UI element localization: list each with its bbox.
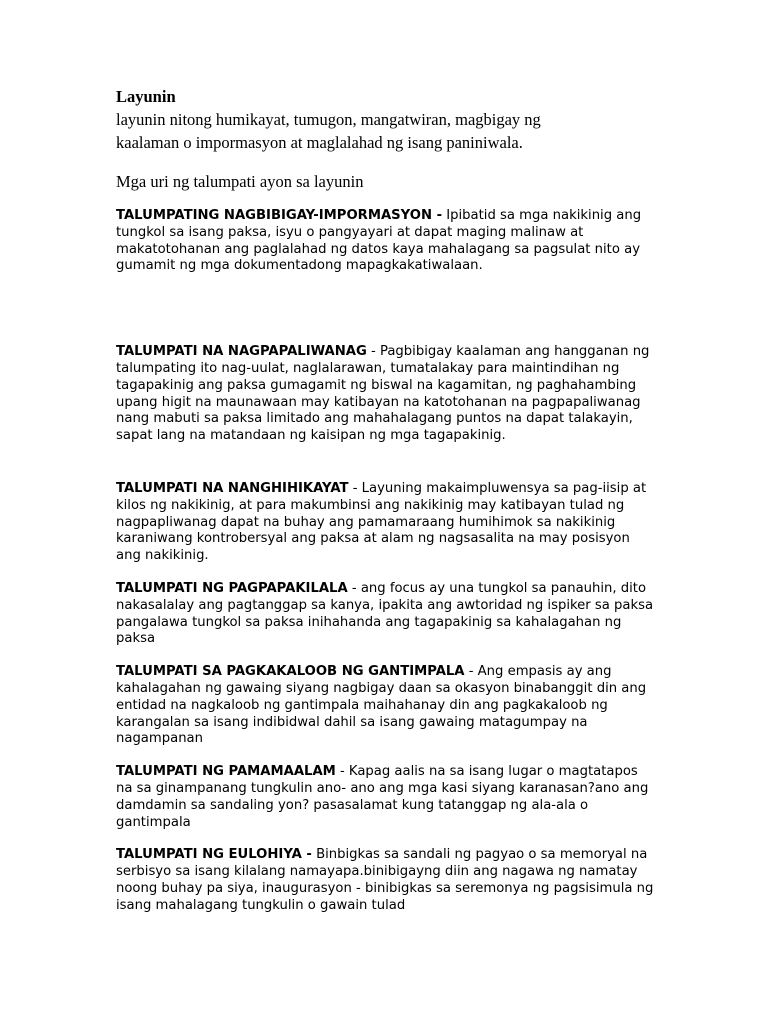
spacer bbox=[116, 648, 656, 664]
spacer bbox=[116, 445, 656, 481]
spacer bbox=[116, 831, 656, 847]
spacer bbox=[116, 275, 656, 344]
term-description: - Layuning makaimpluwensya sa pag-iisip at kilos ng nakikinig, at para makumbinsi ang nakikinig may katibayan tulad ng nagpapliwanag dapat na buhay ang pamamaraang humihimok sa nakikinig karaniwang kontrobersyal ang paksa at alam ng nagsasalita na may posisyon ang nakikinig. bbox=[116, 480, 647, 564]
intro-paragraph: layunin nitong humikayat, tumugon, mangatwiran, magbigay ng kaalaman o impormasyon at maglalahad ng isang paniniwala. bbox=[116, 110, 541, 152]
spacer bbox=[116, 748, 656, 764]
page-title: Layunin bbox=[116, 87, 176, 106]
paragraph-nagpapaliwanag bbox=[116, 344, 656, 445]
term-label: TALUMPATI SA PAGKAKALOOB NG GANTIMPALA bbox=[116, 664, 465, 680]
term-label: TALUMPATI NG EULOHIYA - bbox=[116, 847, 312, 863]
paragraph-pagpapakilala bbox=[116, 581, 656, 648]
spacer bbox=[116, 565, 656, 581]
document-body bbox=[116, 86, 656, 915]
term-label: TALUMPATING NAGBIBIGAY-IMPORMASYON - bbox=[116, 208, 443, 223]
paragraph-nanghihikayat bbox=[116, 481, 656, 565]
term-label: TALUMPATI NG PAMAMAALAM bbox=[116, 764, 336, 780]
section-subheading: Mga uri ng talumpati ayon sa layunin bbox=[116, 172, 364, 191]
term-description: - Kapag aalis na sa isang lugar o magtatapos na sa ginampanang tungkulin ano- ano ang mga kasi siyang karanasan?ano ang damdamin sa sandaling yon? pasasalamat kung tatanggap ng ala-ala o gantimpala bbox=[116, 764, 649, 830]
term-label: TALUMPATI NG PAGPAPAKILALA bbox=[116, 580, 348, 596]
paragraph-nagbibigay-impormasyon bbox=[116, 208, 656, 275]
paragraph-pamamaalam bbox=[116, 764, 656, 831]
term-description: - Ang empasis ay ang kahalagahan ng gawaing siyang nagbigay daan sa okasyon binabanggit din ang entidad na nagkaloob ng gantimpala maihahanay din ang pagkakaloob ng karangalan sa isang indibidwal dahil sa isang gawaing matagumpay na nagampanan bbox=[116, 664, 647, 747]
term-label: TALUMPATI NA NANGHIHIKAYAT bbox=[116, 480, 349, 496]
term-description: Ipibatid sa mga nakikinig ang tungkol sa isang paksa, isyu o pangyayari at dapat maging malinaw at makatotohanan ang paglalahad ng datos kaya mahalagang sa pagsulat nito ay gumamit ng mga dokumentadong mapagkakatiwalaan. bbox=[116, 208, 642, 274]
term-label: TALUMPATI NA NAGPAPALIWANAG bbox=[116, 344, 367, 360]
paragraph-pagkakaloob-ng-gantimpala bbox=[116, 664, 656, 748]
paragraph-eulohiya bbox=[116, 847, 656, 914]
term-description: - ang focus ay una tungkol sa panauhin, dito nakasalalay ang pagtanggap sa kanya, ipakita ang awtoridad ng ispiker sa paksa pangalawa tungkol sa paksa inihahanda ang tagapakinig sa kahalagahan ng paksa bbox=[116, 580, 654, 647]
term-description: - Pagbibigay kaalaman ang hangganan ng talumpating ito nag-uulat, naglalarawan, tumatalakay para maintindihan ng tagapakinig ang paksa gumagamit ng biswal na kagamitan, ng paghahambing upang higit na maunawaan may katibayan na katotohanan na pagpapaliwanag nang mabuti sa paksa limitado ang mahahalagang puntos na dapat talakayin, sapat lang na matandaan ng kaisipan ng mga tagapakinig. bbox=[116, 344, 650, 444]
term-description: Binbigkas sa sandali ng pagyao o sa memoryal na serbisyo sa isang kilalang namayapa.binibigayng diin ang nagawa ng namatay noong buhay pa siya, inaugurasyon - binibigkas sa seremonya ng pagsisimula ng isang mahalagang tungkulin o gawain tulad bbox=[116, 847, 654, 913]
